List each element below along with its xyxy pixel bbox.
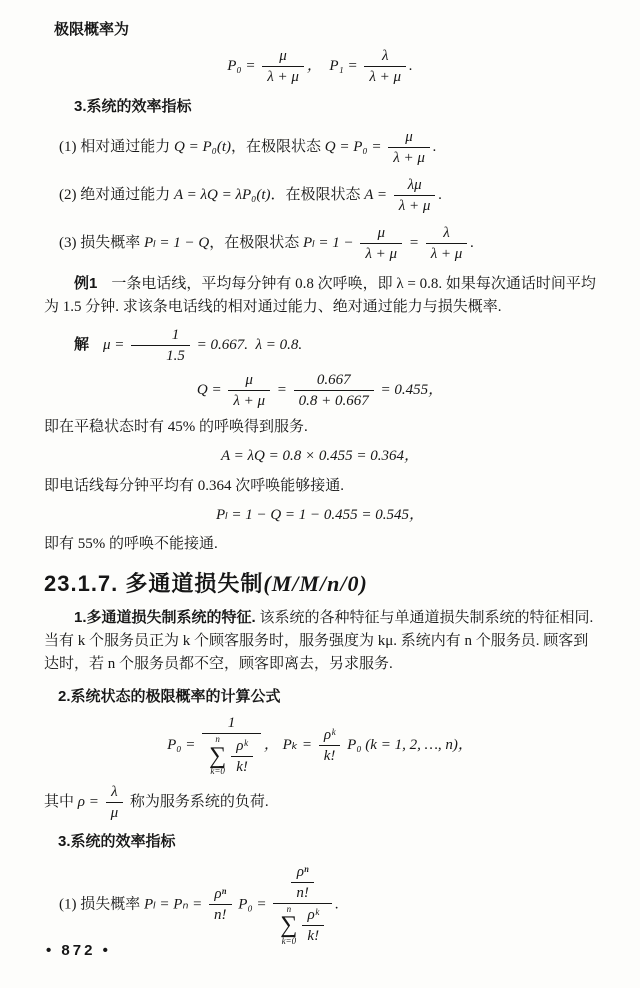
fraction-numerator: 0.667	[294, 371, 374, 391]
math-segment: P₁ =	[329, 58, 362, 75]
math-segment: P₀ =	[167, 736, 200, 753]
math-segment: Pₗ = Pₙ =	[144, 896, 207, 913]
fraction-denominator: λ + μ	[393, 149, 425, 166]
math-segment: Q = P₀ =	[324, 138, 386, 155]
summation-operator	[280, 905, 297, 948]
math-segment: P₀ =	[227, 58, 260, 75]
fraction	[319, 726, 341, 765]
math-segment: =	[273, 381, 291, 398]
fraction-numerator: ρᵏ	[231, 737, 253, 757]
math-segment: ， Pₖ =	[263, 736, 316, 753]
fraction-denominator	[202, 734, 261, 778]
math-segment: ρ =	[77, 794, 103, 811]
note-0364-connected: 即电话线每分钟平均有 0.364 次呼唤能够接通.	[44, 477, 345, 494]
fraction-denominator: k!	[323, 748, 336, 765]
list-item-relative-throughput	[44, 128, 596, 167]
fraction-denominator: 0.8 + 0.667	[298, 393, 369, 409]
fraction-denominator: λ + μ	[233, 393, 265, 409]
summation-upper-limit: n	[286, 903, 292, 914]
fraction-denominator: λ + μ	[430, 245, 463, 262]
fraction	[360, 224, 402, 263]
item-text: (3) 损失概率	[59, 234, 144, 251]
item-text: (2) 绝对通过能力	[59, 186, 174, 203]
list-item-loss-probability	[44, 224, 596, 263]
fraction-denominator: λ + μ	[369, 69, 402, 86]
sigma-symbol: ∑	[209, 742, 227, 769]
formula-loss-probability-multichannel	[44, 863, 596, 948]
section-title: 多通道损失制	[125, 571, 264, 597]
math-segment: Pₗ = 1 − Q	[144, 234, 210, 251]
formula-limit-probabilities	[44, 47, 596, 86]
fraction-numerator: μ	[388, 128, 430, 148]
rho-text: 称为服务系统的负荷.	[126, 794, 269, 811]
fraction-denominator: k!	[307, 928, 320, 945]
fraction-denominator: λ + μ	[398, 197, 431, 214]
item-text: (1) 相对通过能力	[59, 138, 174, 155]
note-45-percent: 即在平稳状态时有 45% 的呼唤得到服务.	[44, 419, 308, 435]
fraction-denominator	[273, 904, 332, 948]
fraction-numerator: λ	[364, 47, 406, 67]
characteristics-subhead: 1.多通道损失制系统的特征.	[74, 608, 256, 626]
math-segment: .	[409, 58, 413, 75]
math-segment: .	[470, 234, 475, 251]
note-55-percent: 即有 55% 的呼唤不能接通.	[44, 536, 218, 552]
fraction-numerator: μ	[360, 224, 402, 244]
rho-definition	[44, 783, 596, 822]
math-segment: .	[335, 896, 339, 913]
fraction-numerator: μ	[262, 47, 304, 67]
big-fraction	[273, 863, 332, 948]
math-segment: Q = P₀(t)	[174, 138, 231, 155]
summation-operator	[209, 735, 226, 778]
fraction-numerator: λμ	[394, 176, 436, 196]
fraction-denominator: n!	[296, 884, 309, 901]
fraction	[388, 128, 430, 167]
fraction	[209, 885, 232, 924]
fraction	[302, 906, 324, 945]
section-title-formula: (M/M/n/0)	[263, 571, 368, 597]
intro-text: 极限概率为	[54, 21, 130, 38]
fraction-numerator: ρᵏ	[302, 906, 324, 926]
example-label: 例1	[74, 274, 98, 292]
fraction	[294, 371, 374, 410]
fraction-numerator	[273, 863, 332, 904]
summation-lower-limit: k=0	[281, 936, 297, 947]
math-segment: P₀ =	[234, 896, 271, 913]
section-number: 23.1.7.	[44, 571, 119, 597]
fraction-denominator: k!	[236, 758, 248, 775]
example-paragraph	[44, 272, 596, 320]
math-segment: Pₗ = 1 −	[303, 234, 358, 251]
summation-upper-limit: n	[215, 733, 220, 744]
fraction	[131, 326, 190, 365]
fraction	[228, 371, 270, 410]
fraction	[426, 224, 468, 263]
formula-q-calculation	[44, 371, 596, 410]
heading-limit-prob-formula: 2.系统状态的极限概率的计算公式	[58, 687, 281, 705]
sigma-symbol: ∑	[280, 912, 298, 939]
fraction	[364, 47, 406, 86]
section-heading-2317	[44, 570, 596, 598]
fraction-numerator: ρⁿ	[291, 863, 314, 883]
characteristics-paragraph	[44, 606, 596, 677]
fraction-denominator: λ + μ	[267, 69, 299, 86]
fraction	[106, 783, 124, 822]
fraction	[202, 714, 261, 778]
fraction-denominator: μ	[110, 805, 119, 822]
fraction-numerator: ρᵏ	[319, 726, 341, 746]
solution-line	[44, 326, 596, 365]
characteristics-body: 该系统的各种特征与单通道损失制系统的特征相同. 当有 k 个服务员正为 k 个顾客服务时，服务强度为 kμ. 系统内有 n 个服务员. 顾客到达时，若 n 个服务员都不空，顾客即离去，另求服务.	[44, 609, 597, 673]
math-segment: A =	[364, 186, 391, 203]
page-number: • 872 •	[46, 941, 111, 959]
fraction-numerator: ρⁿ	[209, 885, 232, 905]
math-segment: = 0.667. λ = 0.8.	[192, 336, 303, 353]
list-item-absolute-throughput	[44, 176, 596, 215]
item-text: ，在极限状态	[231, 138, 325, 155]
math-segment: = 0.455，	[376, 381, 444, 398]
math-separator: ，	[306, 58, 330, 75]
fraction-numerator: λ	[106, 783, 124, 803]
fraction-denominator: λ + μ	[365, 245, 398, 262]
formula-loss-calculation: Pₗ = 1 − Q = 1 − 0.455 = 0.545，	[215, 506, 425, 523]
math-segment: Q =	[196, 381, 226, 398]
fraction	[291, 863, 314, 902]
fraction-numerator: 1	[202, 714, 261, 734]
fraction-denominator: n!	[214, 907, 227, 924]
item-text: ．在极限状态	[270, 186, 365, 203]
formula-a-calculation: A = λQ = 0.8 × 0.455 = 0.364，	[221, 448, 419, 465]
fraction-denominator: 1.5	[166, 348, 185, 364]
fraction	[231, 737, 253, 776]
fraction	[394, 176, 436, 215]
formula-p0-pk	[44, 714, 596, 778]
math-segment: =	[405, 234, 423, 251]
heading-efficiency-indicators-1: 3.系统的效率指标	[74, 98, 192, 116]
example-body: 一条电话线，平均每分钟有 0.8 次呼唤，即 λ = 0.8. 如果每次通话时间平均为 1.5 分钟. 求该条电话线的相对通过能力、绝对通过能力与损失概率.	[44, 275, 596, 315]
fraction-numerator: μ	[228, 371, 270, 391]
rho-text: 其中	[44, 794, 78, 811]
math-segment: .	[432, 138, 437, 155]
math-segment: μ =	[103, 336, 129, 353]
math-segment: A = λQ = λP₀(t)	[174, 186, 271, 203]
heading-efficiency-indicators-2: 3.系统的效率指标	[58, 833, 176, 851]
summation-lower-limit: k=0	[210, 766, 225, 777]
item-text: ，在极限状态	[209, 234, 303, 251]
solution-label: 解	[74, 335, 90, 353]
fraction	[262, 47, 304, 86]
math-segment: P₀ (k = 1, 2, …, n)，	[343, 736, 473, 753]
fraction-numerator: 1	[131, 326, 190, 346]
math-segment: .	[438, 186, 443, 203]
fraction-numerator: λ	[426, 224, 468, 244]
item-text: (1) 损失概率	[59, 896, 144, 913]
